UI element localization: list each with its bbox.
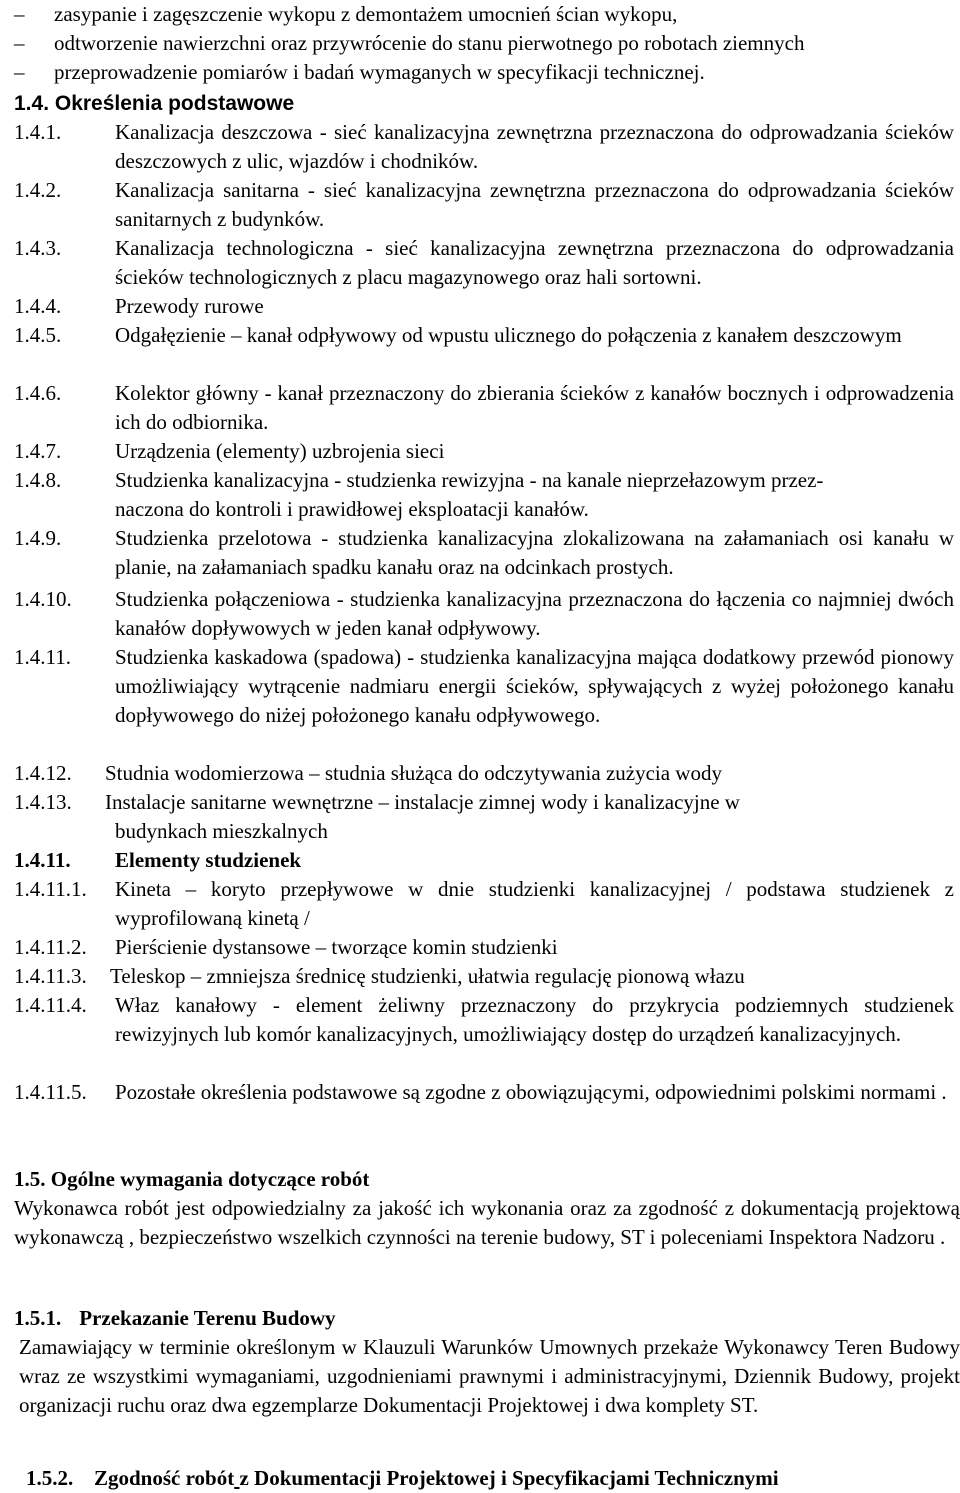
section-paragraph: Wykonawca robót jest odpowiedzialny za jakość ich wykonania oraz za zgodność z dokumentacją projektową wykonawczą , bezpieczeństwo wszelkich czynności na terenie budowy, ST i poleceniami Inspektora Nadzoru . <box>14 1196 960 1249</box>
section-heading-1-5-2 <box>26 1464 779 1493</box>
item-text: Kanalizacja technologiczna - sieć kanalizacyjna zewnętrzna przeznaczona do odprowadzania ścieków technologicznych z placu magazynowego oraz hali sortowni. <box>115 236 954 289</box>
item-number: 1.4.12. <box>14 761 72 785</box>
section-title: Ogólne wymagania dotyczące robót <box>50 1167 370 1191</box>
item-number: 1.4.11. <box>14 645 71 669</box>
section-number: 1.4. <box>14 92 50 115</box>
item-number: 1.4.4. <box>14 294 62 318</box>
item-text: Kanalizacja deszczowa - sieć kanalizacyjna zewnętrzna przeznaczona do odprowadzania ścieków deszczowych z ulic, wjazdów i chodników. <box>115 120 954 173</box>
dash-marker: – <box>14 31 25 55</box>
section-number: 1.5. <box>14 1167 46 1191</box>
item-text-line: Studzienka kanalizacyjna - studzienka rewizyjna - na kanale nieprzełazowym przez- <box>115 468 824 492</box>
item-number: 1.4.11.2. <box>14 935 87 959</box>
item-text: Kineta – koryto przepływowe w dnie studzienki kanalizacyjnej / podstawa studzienek z wyprofilowaną kinetą / <box>115 877 954 930</box>
section-number: 1.4.11. <box>14 848 71 872</box>
dash-marker: – <box>14 60 25 84</box>
item-text: Właz kanałowy - element żeliwny przeznaczony do przykrycia podziemnych studzienek rewizyjnych lub komór kanalizacyjnych, umożliwiający dostęp do urządzeń kanalizacyjnych. <box>115 993 954 1046</box>
section-title-part: z Dokumentacji Projektowej i Specyfikacjami Technicznymi <box>239 1466 779 1490</box>
item-number: 1.4.2. <box>14 178 62 202</box>
item-text: Pierścienie dystansowe – tworzące komin studzienki <box>115 935 558 959</box>
item-number: 1.4.10. <box>14 587 72 611</box>
section-title: Przekazanie Terenu Budowy <box>79 1306 336 1330</box>
item-text-line: naczona do kontroli i prawidłowej eksploatacji kanałów. <box>115 497 589 521</box>
bullet-text: odtworzenie nawierzchni oraz przywrócenie do stanu pierwotnego po robotach ziemnych <box>54 31 805 55</box>
section-number: 1.5.2. <box>26 1466 74 1490</box>
section-paragraph: Zamawiający w terminie określonym w Klauzuli Warunków Umownych przekaże Wykonawcy Teren Budowy wraz ze wszystkimi wymaganiami, uzgodnieniami prawnymi i administracyjnymi, Dziennik Budowy, projekt organizacji ruchu oraz dwa egzemplarze Dokumentacji Projektowej i dwa komplety ST. <box>19 1335 960 1417</box>
item-number: 1.4.9. <box>14 526 62 550</box>
item-number: 1.4.11.1. <box>14 877 87 901</box>
section-title: Elementy studzienek <box>115 848 302 872</box>
section-title: Określenia podstawowe <box>54 92 295 115</box>
item-text: Studzienka kaskadowa (spadowa) - studzienka kanalizacyjna mająca dodatkowy przewód pionowy umożliwiający wytrącenie nadmiaru energii ścieków, spływających z wyżej położonego kanału dopływowego do niżej położonego kanału odpływowego. <box>115 645 954 727</box>
item-number: 1.4.6. <box>14 381 62 405</box>
item-number: 1.4.1. <box>14 120 62 144</box>
item-text <box>105 788 954 846</box>
item-text: Studzienka przelotowa - studzienka kanalizacyjna zlokalizowana na załamaniach osi kanału w planie, na załamaniach spadku kanału oraz na odcinkach prostych. <box>115 526 954 579</box>
item-text: Urządzenia (elementy) uzbrojenia sieci <box>115 439 445 463</box>
item-text: Kolektor główny - kanał przeznaczony do zbierania ścieków z kanałów bocznych i odprowadzenia ich do odbiornika. <box>115 381 954 434</box>
item-number: 1.4.11.4. <box>14 993 87 1017</box>
item-number: 1.4.11.3. <box>14 964 87 988</box>
item-number: 1.4.11.5. <box>14 1080 87 1104</box>
item-text-line: Instalacje sanitarne wewnętrzne – instalacje zimnej wody i kanalizacyjne w <box>105 790 740 814</box>
dash-marker: – <box>14 2 25 26</box>
item-number: 1.4.3. <box>14 236 62 260</box>
item-text: Studnia wodomierzowa – studnia służąca do odczytywania zużycia wody <box>105 761 722 785</box>
item-number: 1.4.7. <box>14 439 62 463</box>
section-heading-1-5-1 <box>14 1304 336 1333</box>
item-text: Kanalizacja sanitarna - sieć kanalizacyjna zewnętrzna przeznaczona do odprowadzania ścieków sanitarnych z budynków. <box>115 178 954 231</box>
item-number: 1.4.13. <box>14 790 72 814</box>
bullet-text: zasypanie i zagęszczenie wykopu z demontażem umocnień ścian wykopu, <box>54 2 678 26</box>
item-text <box>115 466 954 524</box>
item-text: Przewody rurowe <box>115 294 264 318</box>
item-text: Odgałęzienie – kanał odpływowy od wpustu ulicznego do połączenia z kanałem deszczowym <box>115 323 902 347</box>
section-heading-1-4 <box>14 89 294 118</box>
section-number: 1.5.1. <box>14 1306 62 1330</box>
section-title-part: Zgodność robót <box>94 1466 235 1490</box>
item-text: Teleskop – zmniejsza średnicę studzienki, ułatwia regulację pionową włazu <box>110 964 745 988</box>
item-text: Studzienka połączeniowa - studzienka kanalizacyjna przeznaczona do łączenia co najmniej dwóch kanałów dopływowych w jeden kanał odpływowy. <box>115 587 954 640</box>
bullet-text: przeprowadzenie pomiarów i badań wymaganych w specyfikacji technicznej. <box>54 60 705 84</box>
section-heading-1-5 <box>14 1165 369 1194</box>
item-number: 1.4.8. <box>14 468 62 492</box>
item-text-line: budynkach mieszkalnych <box>115 819 328 843</box>
item-text: Pozostałe określenia podstawowe są zgodne z obowiązującymi, odpowiednimi polskimi normami . <box>115 1080 947 1104</box>
item-number: 1.4.5. <box>14 323 62 347</box>
